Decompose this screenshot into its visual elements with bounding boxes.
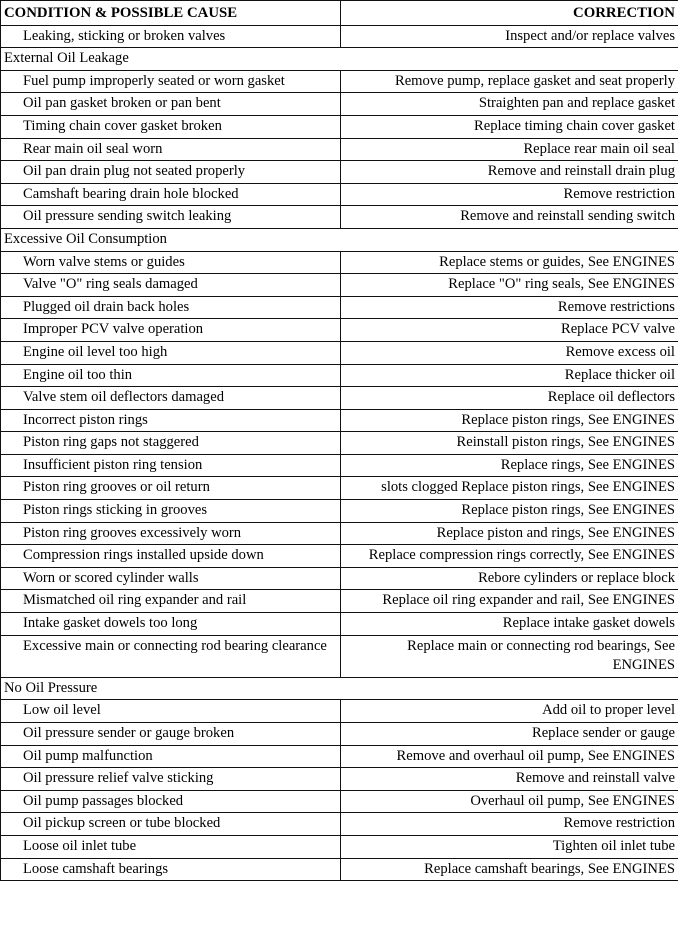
cause-cell: Rear main oil seal worn xyxy=(1,138,341,161)
cause-cell: Improper PCV valve operation xyxy=(1,319,341,342)
table-row xyxy=(1,161,678,184)
correction-cell: Replace timing chain cover gasket xyxy=(341,115,678,138)
table-row xyxy=(1,206,678,229)
section-row xyxy=(1,48,678,71)
correction-cell: Replace camshaft bearings, See ENGINES xyxy=(341,858,678,881)
correction-cell: Replace thicker oil xyxy=(341,364,678,387)
correction-cell: Inspect and/or replace valves xyxy=(341,25,678,48)
table-row xyxy=(1,567,678,590)
cause-cell: Fuel pump improperly seated or worn gasket xyxy=(1,70,341,93)
correction-cell: Remove restriction xyxy=(341,183,678,206)
cause-cell: Engine oil level too high xyxy=(1,341,341,364)
cause-cell: Incorrect piston rings xyxy=(1,409,341,432)
table-row xyxy=(1,364,678,387)
correction-cell: Replace piston and rings, See ENGINES xyxy=(341,522,678,545)
cause-cell: Low oil level xyxy=(1,700,341,723)
cause-cell: Worn valve stems or guides xyxy=(1,251,341,274)
table-row xyxy=(1,590,678,613)
cause-cell: Insufficient piston ring tension xyxy=(1,454,341,477)
cause-cell: Piston rings sticking in grooves xyxy=(1,500,341,523)
table-row xyxy=(1,341,678,364)
table-row xyxy=(1,25,678,48)
cause-cell: Oil pump passages blocked xyxy=(1,790,341,813)
correction-cell: Replace piston rings, See ENGINES xyxy=(341,409,678,432)
header-correction: CORRECTION xyxy=(341,1,678,26)
cause-cell: Piston ring grooves or oil return xyxy=(1,477,341,500)
table-row xyxy=(1,858,678,881)
correction-cell: Replace intake gasket dowels xyxy=(341,613,678,636)
cause-cell: Oil pressure sender or gauge broken xyxy=(1,723,341,746)
table-row xyxy=(1,409,678,432)
table-row xyxy=(1,274,678,297)
correction-cell: Straighten pan and replace gasket xyxy=(341,93,678,116)
header-row xyxy=(1,1,678,26)
table-row xyxy=(1,93,678,116)
correction-cell: Remove and overhaul oil pump, See ENGINES xyxy=(341,745,678,768)
cause-cell: Oil pan gasket broken or pan bent xyxy=(1,93,341,116)
correction-cell: Remove and reinstall sending switch xyxy=(341,206,678,229)
table-row xyxy=(1,296,678,319)
correction-cell: Rebore cylinders or replace block xyxy=(341,567,678,590)
section-heading: External Oil Leakage xyxy=(1,48,678,71)
cause-cell: Camshaft bearing drain hole blocked xyxy=(1,183,341,206)
correction-cell: Replace stems or guides, See ENGINES xyxy=(341,251,678,274)
correction-cell: Replace compression rings correctly, See ENGINES xyxy=(341,545,678,568)
correction-cell: Remove excess oil xyxy=(341,341,678,364)
section-row xyxy=(1,228,678,251)
header-condition: CONDITION & POSSIBLE CAUSE xyxy=(1,1,341,26)
cause-cell: Oil pressure sending switch leaking xyxy=(1,206,341,229)
section-heading: No Oil Pressure xyxy=(1,677,678,700)
correction-cell: Remove pump, replace gasket and seat properly xyxy=(341,70,678,93)
cause-cell: Valve stem oil deflectors damaged xyxy=(1,387,341,410)
correction-cell: Replace rings, See ENGINES xyxy=(341,454,678,477)
cause-cell: Excessive main or connecting rod bearing clearance xyxy=(1,635,341,677)
correction-cell: Remove restrictions xyxy=(341,296,678,319)
cause-cell: Intake gasket dowels too long xyxy=(1,613,341,636)
table-row xyxy=(1,319,678,342)
cause-cell: Worn or scored cylinder walls xyxy=(1,567,341,590)
table-row xyxy=(1,500,678,523)
table-row xyxy=(1,723,678,746)
correction-cell: Replace PCV valve xyxy=(341,319,678,342)
section-row xyxy=(1,677,678,700)
table-row xyxy=(1,138,678,161)
table-row xyxy=(1,432,678,455)
cause-cell: Leaking, sticking or broken valves xyxy=(1,25,341,48)
cause-cell: Oil pickup screen or tube blocked xyxy=(1,813,341,836)
correction-cell: Replace sender or gauge xyxy=(341,723,678,746)
correction-cell: Add oil to proper level xyxy=(341,700,678,723)
table-row xyxy=(1,813,678,836)
correction-cell: Remove and reinstall valve xyxy=(341,768,678,791)
table-row xyxy=(1,835,678,858)
correction-cell: Replace oil deflectors xyxy=(341,387,678,410)
table-row xyxy=(1,790,678,813)
correction-cell: Overhaul oil pump, See ENGINES xyxy=(341,790,678,813)
cause-cell: Oil pressure relief valve sticking xyxy=(1,768,341,791)
cause-cell: Piston ring gaps not staggered xyxy=(1,432,341,455)
table-row xyxy=(1,545,678,568)
cause-cell: Oil pump malfunction xyxy=(1,745,341,768)
cause-cell: Piston ring grooves excessively worn xyxy=(1,522,341,545)
cause-cell: Engine oil too thin xyxy=(1,364,341,387)
table-row xyxy=(1,115,678,138)
table-row xyxy=(1,745,678,768)
table-row xyxy=(1,251,678,274)
correction-cell: Remove and reinstall drain plug xyxy=(341,161,678,184)
cause-cell: Compression rings installed upside down xyxy=(1,545,341,568)
table-row xyxy=(1,477,678,500)
cause-cell: Plugged oil drain back holes xyxy=(1,296,341,319)
table-row xyxy=(1,387,678,410)
cause-cell: Oil pan drain plug not seated properly xyxy=(1,161,341,184)
correction-cell: Remove restriction xyxy=(341,813,678,836)
table-row xyxy=(1,613,678,636)
table-row xyxy=(1,522,678,545)
table-row xyxy=(1,768,678,791)
cause-cell: Valve "O" ring seals damaged xyxy=(1,274,341,297)
correction-cell: Replace rear main oil seal xyxy=(341,138,678,161)
cause-cell: Loose oil inlet tube xyxy=(1,835,341,858)
table-row xyxy=(1,700,678,723)
table-row xyxy=(1,70,678,93)
cause-cell: Mismatched oil ring expander and rail xyxy=(1,590,341,613)
section-heading: Excessive Oil Consumption xyxy=(1,228,678,251)
correction-cell: Replace "O" ring seals, See ENGINES xyxy=(341,274,678,297)
correction-cell: Replace main or connecting rod bearings, See ENGINES xyxy=(341,635,678,677)
correction-cell: Replace oil ring expander and rail, See ENGINES xyxy=(341,590,678,613)
correction-cell: Replace piston rings, See ENGINES xyxy=(341,500,678,523)
correction-cell: Tighten oil inlet tube xyxy=(341,835,678,858)
table-row xyxy=(1,183,678,206)
table-row xyxy=(1,454,678,477)
correction-cell: slots clogged Replace piston rings, See ENGINES xyxy=(341,477,678,500)
cause-cell: Loose camshaft bearings xyxy=(1,858,341,881)
cause-cell: Timing chain cover gasket broken xyxy=(1,115,341,138)
table-row xyxy=(1,635,678,677)
correction-cell: Reinstall piston rings, See ENGINES xyxy=(341,432,678,455)
